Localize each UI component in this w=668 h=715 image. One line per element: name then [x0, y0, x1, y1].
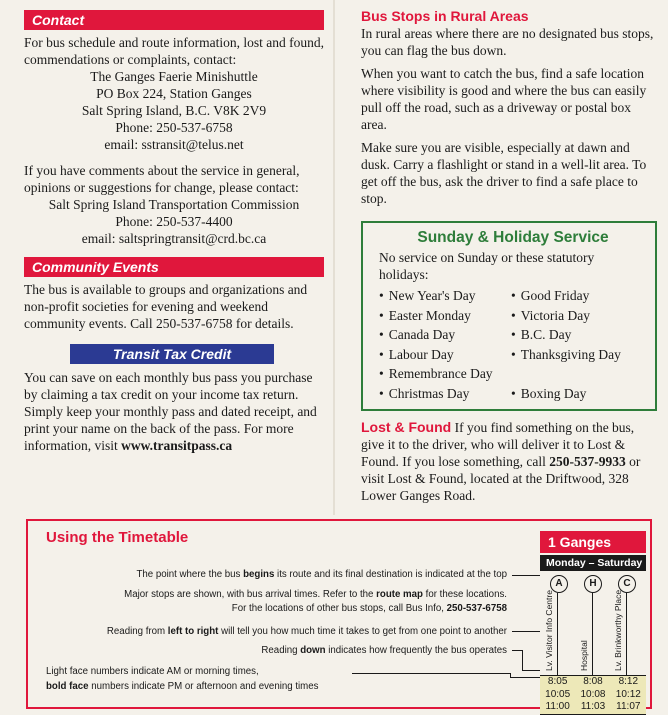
contact-address — [24, 68, 324, 153]
connector-am — [352, 673, 510, 674]
holiday-item: • Remembrance Day — [379, 366, 493, 381]
address-line: PO Box 224, Station Ganges — [96, 86, 252, 101]
stop-marker-h: H — [584, 575, 602, 593]
contact-banner: Contact — [24, 10, 324, 30]
community-events-text: The bus is available to groups and organizations and non-profit societies for evening and weekend community events. Call 250-537-6758 for details. — [24, 282, 308, 331]
sample-schedule — [540, 531, 646, 713]
holiday-empty — [511, 364, 651, 384]
time-cell: 10:08 — [580, 688, 606, 700]
service-days: Monday – Saturday — [540, 555, 646, 571]
left-column — [24, 10, 324, 454]
guide-line-light-face: Light face numbers indicate AM or morning times, — [46, 666, 259, 677]
stop-line-h — [592, 593, 593, 675]
address-line: Salt Spring Island, B.C. V8K 2V9 — [81, 103, 267, 118]
time-cell: 11:03 — [580, 701, 606, 713]
schedule-grid — [540, 573, 646, 713]
lost-found-text2: or visit Lost & Found, located at the Driftwood, 328 Lower Ganges Road. — [361, 454, 641, 503]
rural-heading: Bus Stops in Rural Areas — [361, 8, 529, 24]
fold-line — [333, 0, 335, 515]
commission-email: email: saltspringtransit@crd.bc.ca — [81, 231, 267, 246]
lost-found-heading: Lost & Found — [361, 419, 452, 435]
holiday-item: • Canada Day — [379, 327, 456, 342]
right-column — [361, 8, 657, 504]
comments-text: If you have comments about the service in general, opinions or suggestions for change, please contact: — [24, 163, 300, 195]
time-cell: 8:08 — [583, 676, 603, 687]
time-cell: 10:05 — [545, 688, 571, 700]
connector-down-vertical — [522, 650, 523, 670]
connector-down — [512, 650, 522, 651]
stop-name-c: Lv. Brinkworthy Place — [613, 589, 623, 671]
rural-p1: In rural areas where there are no designated bus stops, you can flag the bus down. — [361, 26, 654, 58]
rural-p3: Make sure you are visible, especially at dawn and dusk. Carry a flashlight or stand in a well-lit area. To get off the bus, ask the driver to find a safe place to stop. — [361, 140, 647, 206]
connector-left-right — [512, 631, 540, 632]
tax-credit-text — [24, 369, 324, 454]
holiday-item: • Thanksgiving Day — [511, 346, 621, 362]
stop-line-c — [626, 593, 627, 675]
holiday-item: • New Year's Day — [379, 288, 476, 303]
guide-line-left-right: Reading from left to right will tell you how much time it takes to get from one point to another — [106, 626, 507, 637]
tax-credit-banner: Transit Tax Credit — [70, 344, 274, 364]
commission-contact — [24, 196, 324, 247]
stop-marker-a: A — [550, 575, 568, 593]
schedule-times — [540, 675, 646, 715]
time-cell: 8:12 — [618, 676, 639, 687]
holiday-item: • Christmas Day — [379, 385, 470, 401]
stop-name-a: Lv. Visitor Info Centre — [544, 590, 554, 671]
lost-found-phone: 250-537-9933 — [549, 454, 626, 469]
stop-name-h: Hospital — [579, 640, 589, 671]
holiday-item: • Easter Monday — [379, 307, 471, 323]
lost-found-text1: If you find something on the bus, give it to the driver, who will deliver it to Lost & Found. If you lose something, call — [361, 420, 635, 469]
connector-begins — [512, 575, 540, 576]
route-name: 1 Ganges — [540, 531, 646, 553]
guide-line-reading-down: Reading down indicates how frequently the bus operates — [261, 645, 507, 656]
stop-marker-c: C — [618, 575, 636, 593]
time-cell: 11:07 — [616, 701, 641, 713]
holiday-list — [379, 286, 647, 403]
commission-phone: Phone: 250-537-4400 — [115, 214, 233, 229]
guide-line-bold-face: bold face numbers indicate PM or afternoon and evening times — [46, 681, 319, 692]
timetable-guide — [26, 519, 652, 713]
stop-line-a — [557, 593, 558, 675]
holiday-title: Sunday & Holiday Service — [417, 229, 609, 246]
community-events-banner: Community Events — [24, 257, 324, 277]
connector-am-arrow — [510, 677, 540, 678]
connector-down-arrow — [522, 670, 540, 671]
address-line: The Ganges Faerie Minishuttle — [90, 69, 258, 84]
commission-name: Salt Spring Island Transportation Commission — [48, 197, 300, 212]
guide-line-other-stops: For the locations of other bus stops, call Bus Info, 250-537-6758 — [231, 603, 507, 614]
guide-line-begins: The point where the bus begins its route and its final destination is indicated at the top — [136, 569, 507, 580]
address-phone: Phone: 250-537-6758 — [115, 120, 233, 135]
transitpass-link[interactable]: www.transitpass.ca — [121, 438, 233, 453]
time-cell: 11:00 — [545, 701, 570, 713]
lost-found-section — [361, 419, 657, 504]
holiday-item: • B.C. Day — [511, 327, 572, 342]
holiday-item: • Boxing Day — [511, 385, 587, 401]
rural-p2: When you want to catch the bus, find a safe location where visibility is good and where the bus can easily pull off the road, such as a driveway or postal box area. — [361, 66, 647, 132]
holiday-item: • Good Friday — [511, 288, 590, 303]
address-email: email: sstransit@telus.net — [104, 137, 244, 152]
contact-intro: For bus schedule and route information, lost and found, commendations or complaints, contact: — [24, 35, 324, 67]
holiday-intro: No service on Sunday or these statutory holidays: — [379, 250, 595, 282]
time-cell: 10:12 — [615, 688, 641, 700]
time-cell: 8:05 — [547, 676, 568, 687]
holiday-service-box — [361, 221, 657, 411]
timetable-title: Using the Timetable — [46, 529, 189, 546]
guide-line-major-stops: Major stops are shown, with bus arrival times. Refer to the route map for these locations. — [124, 589, 507, 600]
tax-credit-body: You can save on each monthly bus pass you purchase by claiming a tax credit on your income tax return. Simply keep your monthly pass and dated receipt, and print your name on the back of the pass. For more information, visit — [24, 370, 317, 453]
holiday-item: • Victoria Day — [511, 307, 591, 323]
holiday-item: • Labour Day — [379, 346, 454, 362]
